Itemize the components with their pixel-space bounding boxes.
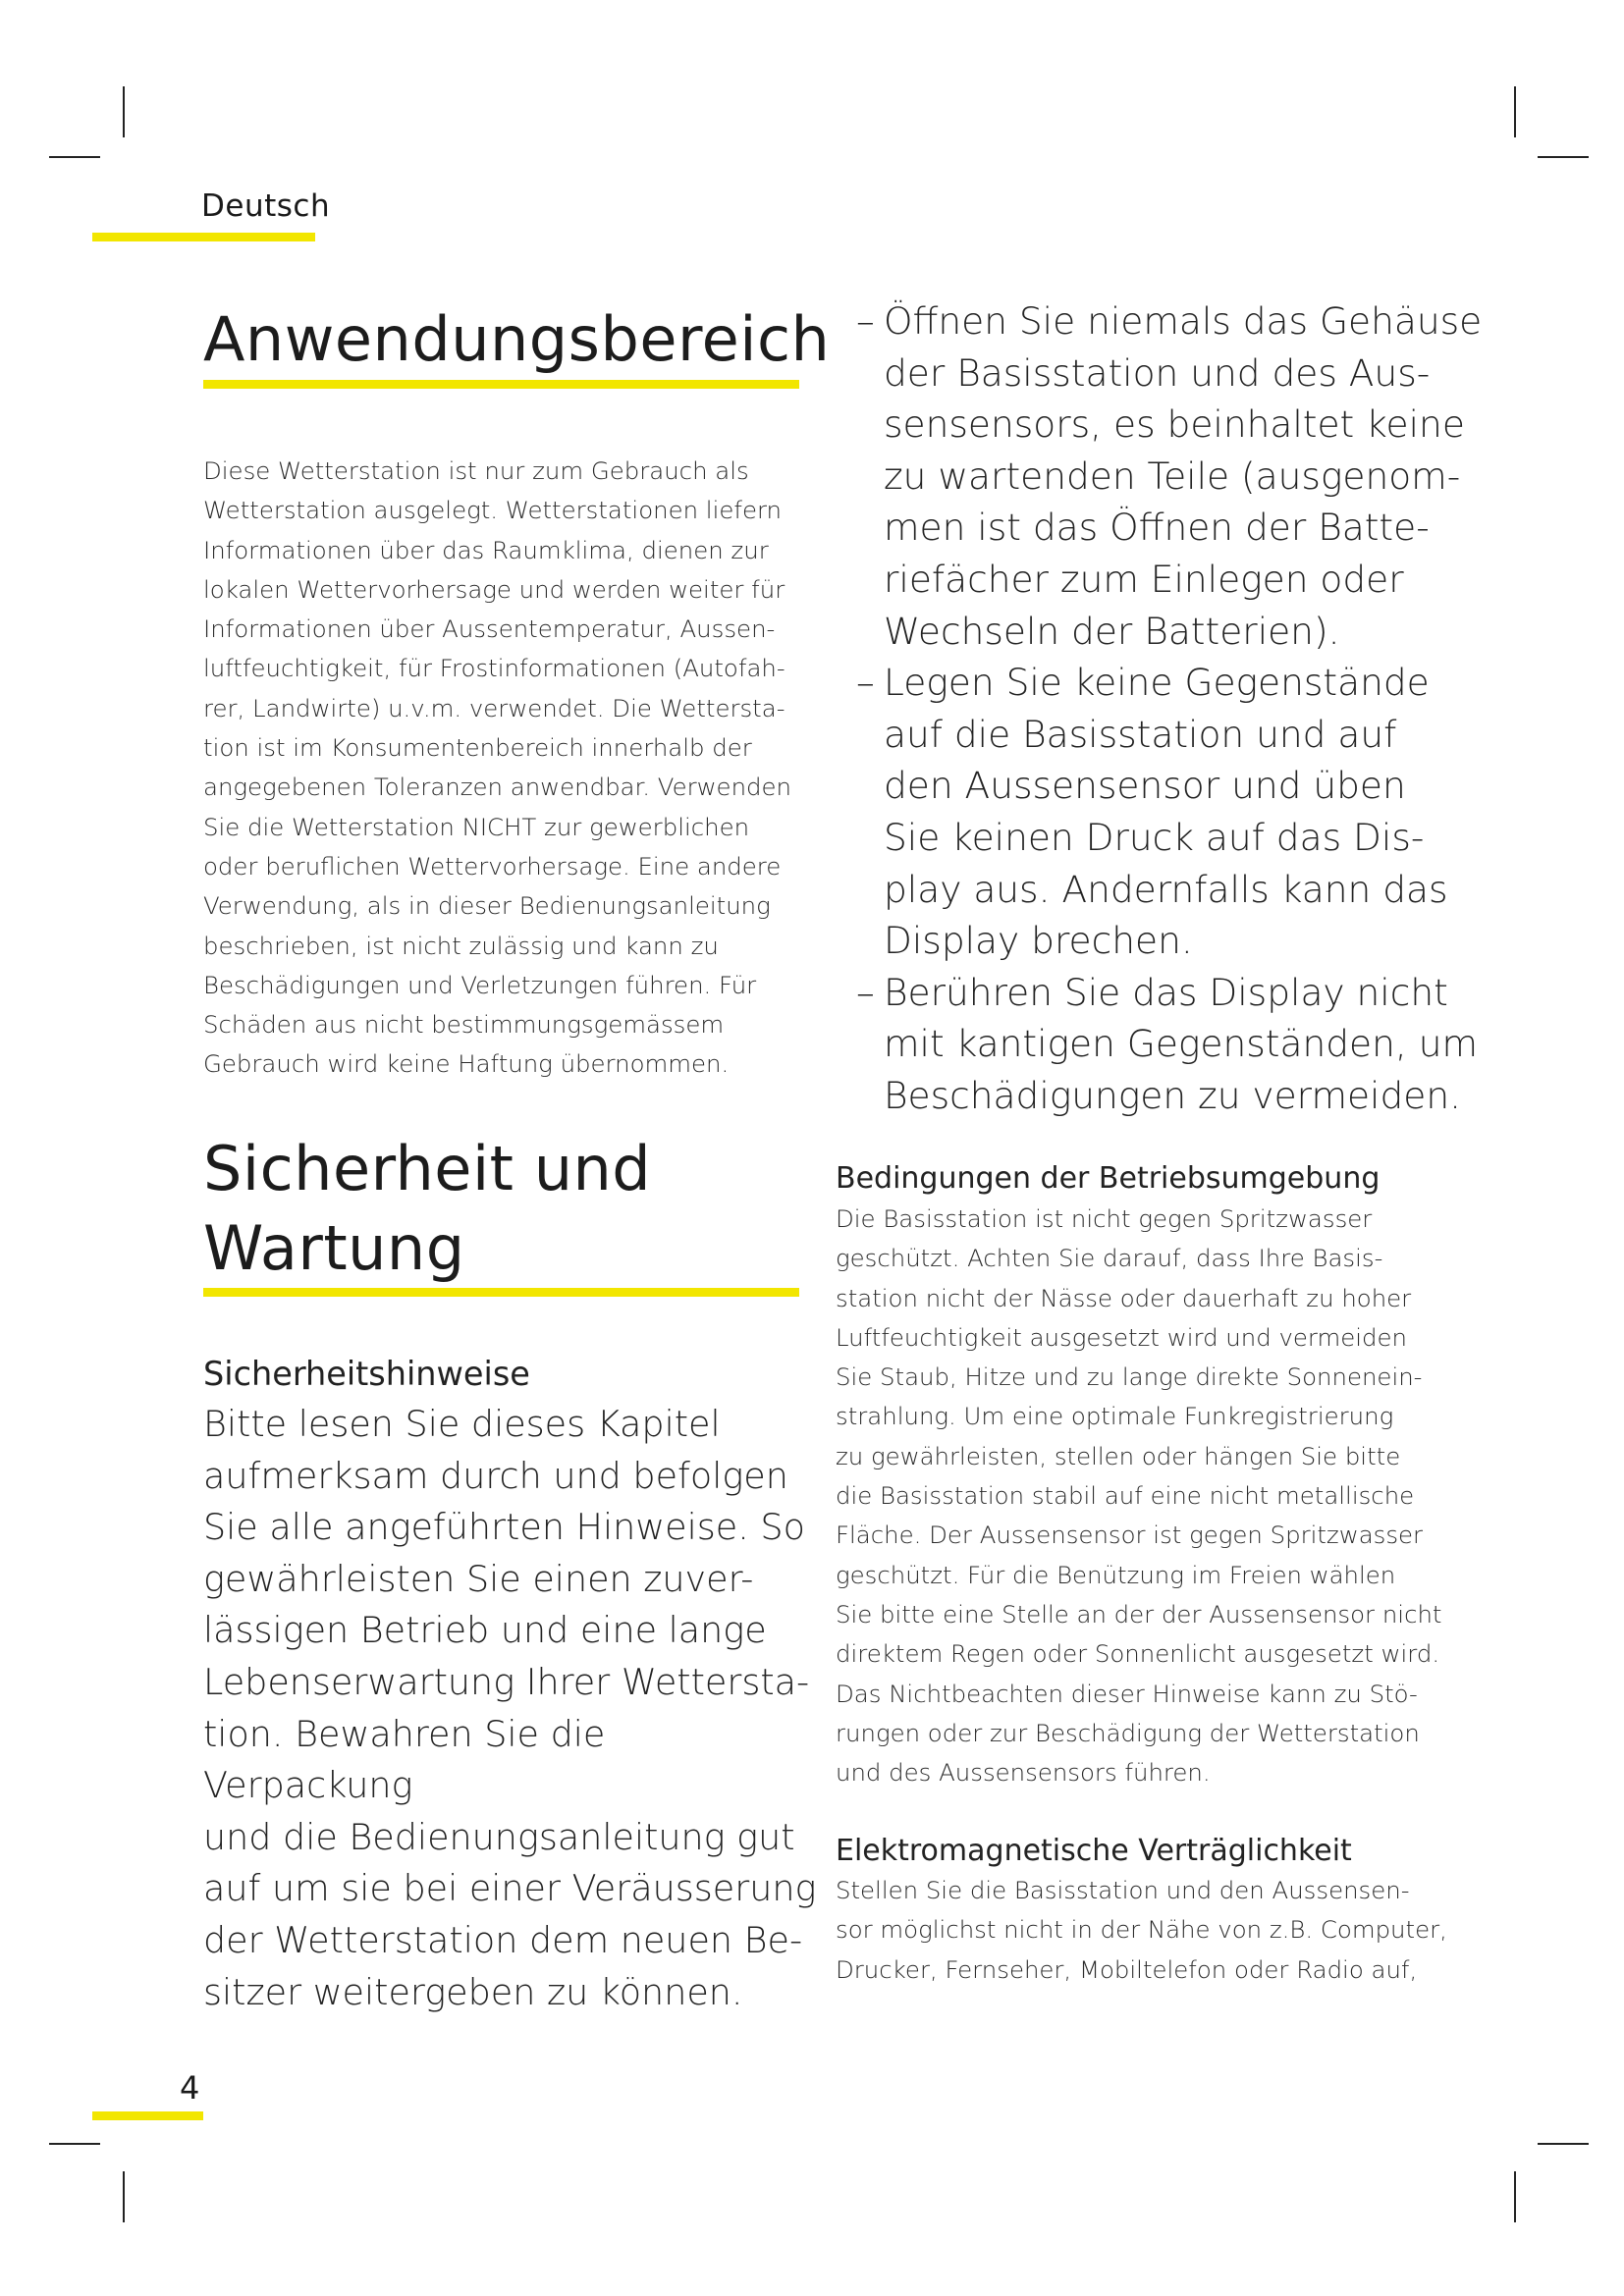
usage-title-underline: [203, 380, 799, 389]
crop-mark-bottom-right-vertical: [1514, 2171, 1516, 2222]
list-item: [856, 657, 1567, 967]
usage-section-title: Anwendungsbereich: [203, 303, 831, 375]
list-item: [856, 967, 1567, 1122]
language-label: Deutsch: [201, 188, 331, 224]
safety-title-underline: [203, 1288, 799, 1297]
page-number-underline: [92, 2111, 203, 2120]
crop-mark-bottom-left-vertical: [123, 2171, 125, 2222]
environment-section-title: Bedingungen der Betriebsumgebung: [836, 1161, 1380, 1196]
crop-mark-bottom-right-horizontal: [1538, 2143, 1589, 2145]
bullet-text: Berühren Sie das Display nicht mit kantigen Gegenständen, um Beschädigungen zu vermeiden.: [884, 970, 1478, 1117]
safety-bullet-list: [856, 295, 1567, 1122]
page-number: 4: [180, 2069, 200, 2107]
bullet-dash: –: [856, 661, 875, 705]
crop-mark-top-right-vertical: [1514, 86, 1516, 137]
bullet-dash: –: [856, 299, 875, 343]
environment-section-text: Die Basisstation ist nicht gegen Spritzwasser geschützt. Achten Sie darauf, dass Ihre Basis- station nicht der Nässe oder dauerhaft zu hoher Luftfeuchtigkeit ausgesetzt wird und vermeiden Sie Staub, Hitze und zu lange direkte Sonnenein- strahlung. Um eine optimale Funkregistrierung zu gewährleisten, stellen oder hängen Sie bitte die Basisstation stabil auf eine nicht metallische Fläche. Der Aussensensor ist gegen Spritzwasser geschützt. Für die Benützung im Freien wählen Sie bitte eine Stelle an der der Aussensensor nicht direktem Regen oder Sonnenlicht ausgesetzt wird. Das Nichtbeachten dieser Hinweise kann zu Stö- rungen oder zur Beschädigung der Wetterstation und des Aussensensors führen.: [836, 1204, 1442, 1788]
list-item: [856, 295, 1567, 657]
crop-mark-top-right-horizontal: [1538, 156, 1589, 158]
crop-mark-top-left-horizontal: [49, 156, 100, 158]
bullet-text: Öffnen Sie niemals das Gehäuse der Basisstation und des Aus- sensensors, es beinhaltet keine zu wartenden Teile (ausgenom- men ist das Öffnen der Batte- riefächer zum Einlegen oder Wechseln der Batterien).: [884, 299, 1483, 653]
safety-subtitle: Sicherheitshinweise: [203, 1355, 530, 1393]
safety-section-title-line1: Sicherheit und: [203, 1133, 652, 1204]
crop-mark-bottom-left-horizontal: [49, 2143, 100, 2145]
emc-section-text: Stellen Sie die Basisstation und den Aussensen- sor möglichst nicht in der Nähe von z.B. Computer, Drucker, Fernseher, Mobiltelefon oder Radio auf,: [836, 1876, 1447, 1984]
bullet-dash: –: [856, 970, 875, 1014]
safety-section-title-line2: Wartung: [203, 1212, 465, 1284]
bullet-text: Legen Sie keine Gegenstände auf die Basisstation und auf den Aussensensor und üben Sie keinen Druck auf das Dis- play aus. Andernfalls kann das Display brechen.: [884, 661, 1448, 963]
crop-mark-top-left-vertical: [123, 86, 125, 137]
language-underline: [92, 233, 315, 241]
emc-section-title: Elektromagnetische Verträglichkeit: [836, 1834, 1352, 1868]
safety-intro-text: Bitte lesen Sie dieses Kapitel aufmerksam durch und befolgen Sie alle angeführten Hinweise. So gewährleisten Sie einen zuver- lässigen Betrieb und eine lange Lebenserwartung Ihrer Wettersta- tion. Bewahren Sie die Verpackung und die Bedienungsanleitung gut auf um sie bei einer Veräusserung der Wetterstation dem neuen Be- sitzer weitergeben zu können.: [203, 1403, 817, 2013]
usage-section-text: Diese Wetterstation ist nur zum Gebrauch als Wetterstation ausgelegt. Wetterstationen liefern Informationen über das Raumklima, dienen zur lokalen Wettervorhersage und werden weiter für Informationen über Aussentemperatur, Aussen- luftfeuchtigkeit, für Frostinformationen (Autofah- rer, Landwirte) u.v.m. verwendet. Die Wettersta- tion ist im Konsumentenbereich innerhalb der angegebenen Toleranzen anwendbar. Verwenden Sie die Wetterstation NICHT zur gewerblichen oder beruflichen Wettervorhersage. Eine andere Verwendung, als in dieser Bedienungsanleitung beschrieben, ist nicht zulässig und kann zu Beschädigungen und Verletzungen führen. Für Schäden aus nicht bestimmungsgemässem Gebrauch wird keine Haftung übernommen.: [203, 456, 791, 1079]
